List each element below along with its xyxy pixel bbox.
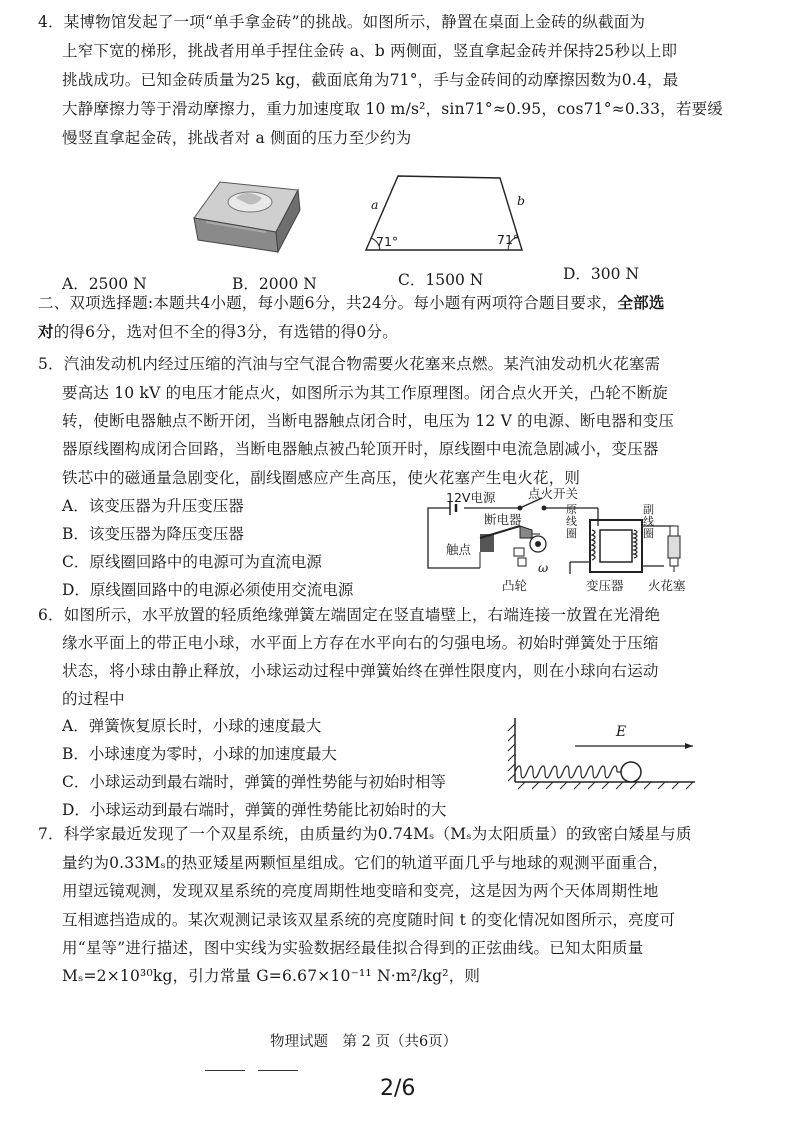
- q6-option-d[interactable]: D．小球运动到最右端时，弹簧的弹性势能比初始时的大: [62, 801, 447, 819]
- q5-line-5: 铁芯中的磁通量急剧变化，副线圈感应产生高压，使火花塞产生电火花，则: [62, 469, 581, 487]
- footer-rule-left: [205, 1070, 245, 1071]
- field-e-label: E: [616, 724, 627, 740]
- q5-line-3: 转，使断电器触点不断开闭，当断电器触点闭合时，电压为 12 V 的电源、断电器和变压: [62, 412, 675, 430]
- side-a-label: a: [371, 197, 379, 212]
- q7-line-3: 用望远镜观测，发现双星系统的亮度周期性地变暗和变亮，这是因为两个天体周期性地: [62, 882, 659, 900]
- secondary-coil-label: 副线圈: [643, 503, 654, 540]
- section-2-line-2: [38, 320, 398, 342]
- q4-option-c[interactable]: C．1500 N: [398, 271, 484, 289]
- page-footer: 物理试题 第 2 页（共6页）: [270, 1034, 458, 1050]
- omega-label: ω: [538, 560, 549, 575]
- q4-line-1: 4．某博物馆发起了一项“单手拿金砖”的挑战。如图所示，静置在桌面上金砖的纵截面为: [38, 13, 646, 31]
- q7-line-4: 互相遮挡造成的。某次观测记录该双星系统的亮度随时间 t 的变化情况如图所示，亮度可: [62, 911, 676, 929]
- contact-label: 触点: [446, 542, 472, 557]
- primary-coil-label: 原线圈: [566, 503, 577, 540]
- q7-line-5: 用“星等”进行描述，图中实线为实验数据经最佳拟合得到的正弦曲线。已知太阳质量: [62, 939, 644, 957]
- q5-option-c[interactable]: C．原线圈回路中的电源可为直流电源: [62, 553, 322, 571]
- q7-line-2: 量约为0.33Mₛ的热亚矮星两颗恒星组成。它们的轨道平面几乎与地球的观测平面重合，: [62, 854, 669, 872]
- q4-line-4: 大静摩擦力等于滑动摩擦力，重力加速度取 10 m/s²，sin71°≈0.95，cos71°≈0.33，若要缓: [62, 100, 723, 118]
- section-2-line-2-text: 的得6分，选对但不全的得3分，有选错的得0分。: [53, 323, 398, 341]
- section-2-line-1: [38, 291, 665, 313]
- q4-option-a[interactable]: A．2500 N: [62, 275, 147, 293]
- q7-line-1: 7．科学家最近发现了一个双星系统，由质量约为0.74Mₛ（Mₛ为太阳质量）的致密白矮星与质: [38, 825, 692, 843]
- transformer-label: 变压器: [586, 578, 624, 593]
- angle-left-label: 71°: [376, 234, 399, 249]
- breaker-label: 断电器: [484, 512, 522, 527]
- footer-rule-right: [258, 1070, 298, 1071]
- cam-label: 凸轮: [502, 578, 528, 593]
- q4-option-b[interactable]: B．2000 N: [232, 275, 317, 293]
- q4-line-5: 慢竖直拿起金砖，挑战者对 a 侧面的压力至少约为: [62, 129, 412, 147]
- q4-option-d[interactable]: D．300 N: [563, 265, 640, 283]
- section-2-line-1-text: 二、双项选择题:本题共4小题，每小题6分，共24分。每小题有两项符合题目要求，: [38, 294, 618, 312]
- q5-line-1: 5．汽油发动机内经过压缩的汽油与空气混合物需要火花塞来点燃。某汽油发动机火花塞需: [38, 355, 661, 373]
- q6-line-1: 6．如图所示，水平放置的轻质绝缘弹簧左端固定在竖直墙壁上，右端连接一放置在光滑绝: [38, 606, 661, 624]
- q4-line-2: 上窄下宽的梯形，挑战者用单手捏住金砖 a、b 两侧面，竖直拿起金砖并保持25秒以上即: [62, 42, 678, 60]
- section-2-line-1-bold: 全部选: [617, 293, 665, 312]
- q7-line-6: Mₛ=2×10³⁰kg，引力常量 G=6.67×10⁻¹¹ N·m²/kg²，则: [62, 967, 481, 985]
- power-source-label: 12V电源: [446, 490, 496, 505]
- q5-option-a[interactable]: A．该变压器为升压变压器: [62, 497, 244, 515]
- side-b-label: b: [517, 193, 526, 208]
- q6-line-3: 状态，将小球由静止释放，小球运动过程中弹簧始终在弹性限度内，则在小球向右运动: [62, 662, 659, 680]
- q6-line-4: 的过程中: [62, 690, 125, 708]
- angle-right-label: 71°: [497, 232, 520, 247]
- q6-option-c[interactable]: C．小球运动到最右端时，弹簧的弹性势能与初始时相等: [62, 773, 446, 791]
- q5-line-2: 要高达 10 kV 的电压才能点火，如图所示为其工作原理图。闭合点火开关，凸轮不断旋: [62, 384, 668, 402]
- spring-ball-figure: [505, 716, 705, 794]
- q4-line-3: 挑战成功。已知金砖质量为25 kg，截面底角为71°，手与金砖间的动摩擦因数为0.4，最: [62, 71, 679, 89]
- gold-brick-photo: [186, 170, 306, 260]
- spark-plug-label: 火花塞: [648, 578, 686, 593]
- page-number: 2/6: [380, 1076, 416, 1101]
- section-2-line-2-bold: 对: [38, 322, 54, 341]
- q6-option-a[interactable]: A．弹簧恢复原长时，小球的速度最大: [62, 717, 322, 735]
- q5-line-4: 器原线圈构成闭合回路，当断电器触点被凸轮顶开时，原线圈中电流急剧减小，变压器: [62, 440, 659, 458]
- ignition-switch-label: 点火开关: [528, 486, 579, 501]
- q6-option-b[interactable]: B．小球速度为零时，小球的加速度最大: [62, 745, 337, 763]
- q5-option-d[interactable]: D．原线圈回路中的电源必须使用交流电源: [62, 581, 354, 599]
- q6-line-2: 缘水平面上的带正电小球，水平面上方存在水平向右的匀强电场。初始时弹簧处于压缩: [62, 634, 659, 652]
- q5-option-b[interactable]: B．该变压器为降压变压器: [62, 525, 244, 543]
